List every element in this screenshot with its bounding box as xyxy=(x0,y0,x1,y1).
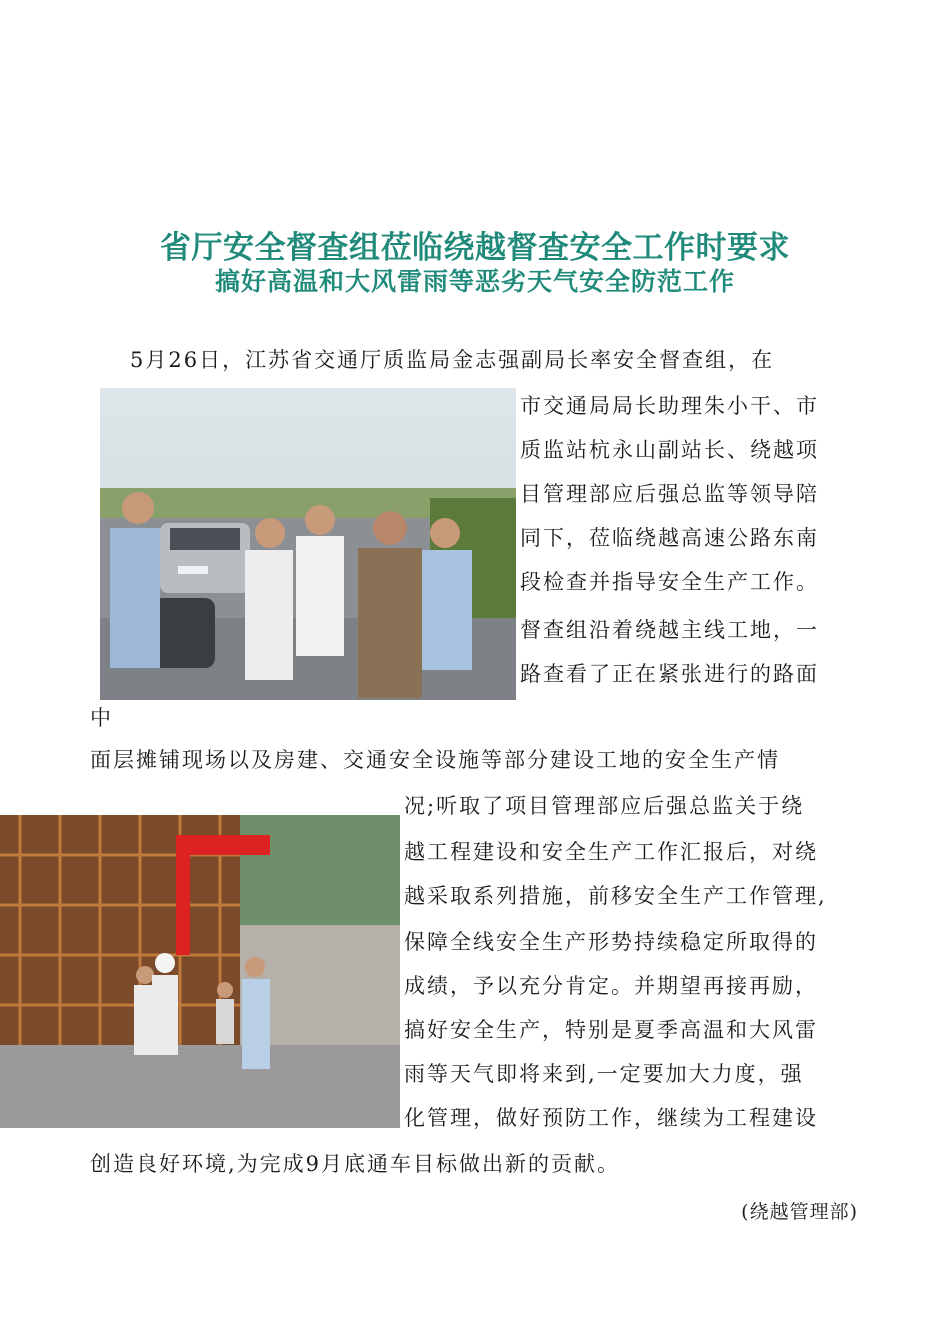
paragraph-line: 搞好安全生产，特别是夏季高温和大风雷 xyxy=(404,1018,818,1042)
paragraph-line: 段检查并指导安全生产工作。 xyxy=(520,570,819,594)
paragraph-line: 成绩，予以充分肯定。并期望再接再励， xyxy=(404,974,818,998)
paragraph-line: 况;听取了项目管理部应后强总监关于绕 xyxy=(404,794,805,818)
paragraph-line: 目管理部应后强总监等领导陪 xyxy=(520,482,819,506)
paragraph-line: 督查组沿着绕越主线工地，一 xyxy=(520,618,819,642)
paragraph-line: 越采取系列措施，前移安全生产工作管理, xyxy=(404,884,827,908)
paragraph-line: 化管理，做好预防工作，继续为工程建设 xyxy=(404,1106,818,1130)
paragraph-line: 保障全线安全生产形势持续稳定所取得的 xyxy=(404,930,818,954)
paragraph-line: 同下，莅临绕越高速公路东南 xyxy=(520,526,819,550)
article-subtitle: 搞好高温和大风雷雨等恶劣天气安全防范工作 xyxy=(214,267,735,296)
inspection-photo-highway xyxy=(100,388,516,700)
paragraph-line: 面层摊铺现场以及房建、交通安全设施等部分建设工地的安全生产情 xyxy=(90,748,780,772)
paragraph-line: 越工程建设和安全生产工作汇报后，对绕 xyxy=(404,840,818,864)
article-title: 省厅安全督查组莅临绕越督查安全工作时要求 xyxy=(160,230,790,266)
signature: (绕越管理部) xyxy=(741,1201,858,1223)
highway-scene-illustration xyxy=(100,388,516,700)
inspection-photo-construction xyxy=(0,815,400,1128)
paragraph-line: 质监站杭永山副站长、绕越项 xyxy=(520,438,819,462)
construction-scene-illustration xyxy=(0,815,400,1128)
paragraph-line: 5月26日，江苏省交通厅质监局金志强副局长率安全督查组，在 xyxy=(130,348,775,372)
paragraph-line: 路查看了正在紧张进行的路面 xyxy=(520,662,819,686)
paragraph-line: 中 xyxy=(90,706,113,730)
paragraph-line: 市交通局局长助理朱小干、市 xyxy=(520,394,819,418)
paragraph-line: 雨等天气即将来到,一定要加大力度，强 xyxy=(404,1062,804,1086)
paragraph-line: 创造良好环境,为完成9月底通车目标做出新的贡献。 xyxy=(90,1152,621,1176)
